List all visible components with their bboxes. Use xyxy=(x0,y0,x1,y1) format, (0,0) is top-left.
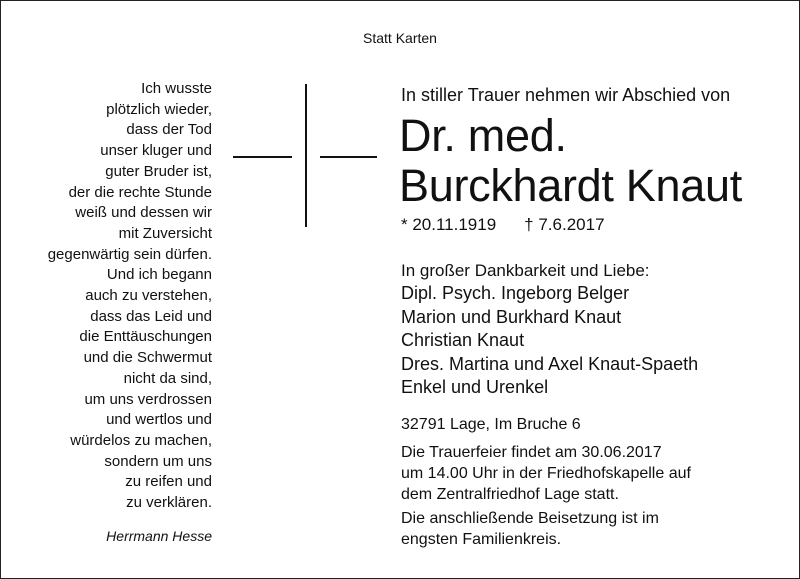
poem-line: guter Bruder ist, xyxy=(105,162,212,180)
poem-line: dass das Leid und xyxy=(90,307,212,325)
deceased-name xyxy=(399,111,742,211)
poem-line: und die Schwermut xyxy=(83,349,212,367)
poem-line: Ich wusste xyxy=(141,80,212,97)
poem-line: sondern um uns xyxy=(104,452,212,470)
thanks-line: In großer Dankbarkeit und Liebe: xyxy=(401,261,650,280)
poem-line: gegenwärtig sein dürfen. xyxy=(47,245,212,263)
poem-line: und wertlos und xyxy=(106,411,212,429)
name-line-full: Burckhardt Knaut xyxy=(399,160,742,211)
poem-line: dass der Tod xyxy=(126,121,212,139)
cross-left-bar xyxy=(233,156,292,158)
mourner-name: Marion und Burkhard Knaut xyxy=(401,306,622,327)
poem-line: unser kluger und xyxy=(100,142,212,160)
mourner-name: Enkel und Urenkel xyxy=(401,377,549,397)
poem-line: Und ich begann xyxy=(106,266,212,284)
mourners-list xyxy=(401,282,781,400)
burial-info-line: Die anschließende Beisetzung ist im xyxy=(401,510,659,527)
funeral-info-line: um 14.00 Uhr in der Friedhofskapelle auf xyxy=(401,465,691,482)
poem-line: zu reifen und xyxy=(125,473,212,491)
mourner-name: Dipl. Psych. Ingeborg Belger xyxy=(401,283,630,303)
mourner-name: Dres. Martina und Axel Knaut-Spaeth xyxy=(401,353,699,374)
intro-text: In stiller Trauer nehmen wir Abschied von xyxy=(401,85,731,105)
death-date: † 7.6.2017 xyxy=(524,215,605,234)
poem-line: würdelos zu machen, xyxy=(70,431,212,449)
cross-right-bar xyxy=(320,156,377,158)
life-dates xyxy=(401,214,605,236)
funeral-info-line: dem Zentralfriedhof Lage statt. xyxy=(401,486,619,503)
poem-line: zu verklären. xyxy=(126,494,212,512)
funeral-info xyxy=(401,442,781,505)
poem-line: weiß und dessen wir xyxy=(75,204,212,222)
poem-line: plötzlich wieder, xyxy=(106,100,212,118)
poem xyxy=(2,79,212,514)
birth-date: * 20.11.1919 xyxy=(401,215,497,234)
poem-line: um uns verdrossen xyxy=(84,390,212,408)
burial-info-line: engsten Familienkreis. xyxy=(401,531,562,548)
burial-info xyxy=(401,508,781,550)
funeral-info-line: Die Trauerfeier findet am 30.06.2017 xyxy=(401,444,662,461)
address: 32791 Lage, Im Bruche 6 xyxy=(401,416,581,433)
poem-line: der die rechte Stunde xyxy=(68,183,212,201)
mourner-name: Christian Knaut xyxy=(401,330,525,350)
poem-author: Herrmann Hesse xyxy=(106,528,212,544)
poem-line: mit Zuversicht xyxy=(118,224,212,242)
name-line-title: Dr. med. xyxy=(399,110,567,161)
header-title: Statt Karten xyxy=(363,30,437,46)
cross-vertical-bar xyxy=(305,84,307,227)
poem-line: die Enttäuschungen xyxy=(79,328,212,346)
poem-line: nicht da sind, xyxy=(123,369,212,387)
poem-line: auch zu verstehen, xyxy=(85,287,212,305)
